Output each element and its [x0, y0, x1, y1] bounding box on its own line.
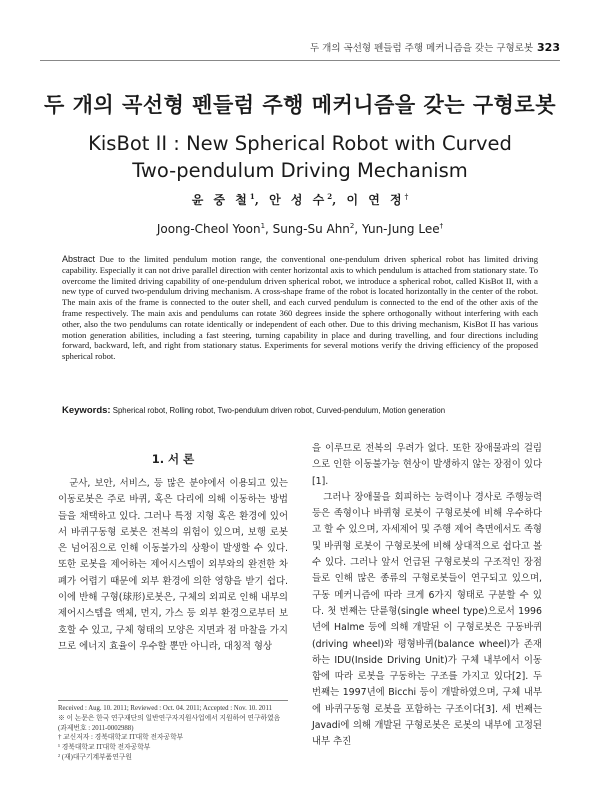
paper-title-english-line2: Two-pendulum Driving Mechanism [132, 159, 468, 182]
author-ko-1-sup: 1 [249, 192, 255, 201]
keywords-label: Keywords: [62, 405, 111, 416]
paragraph: 그러나 장애물을 회피하는 능력이나 경사로 주행능력 등은 족형이나 바퀴형 로봇이 구형로봇에 비해 우수하다고 할 수 있으며, 자세제어 및 주행 제어 측면에서도 족형 및 바퀴형 로봇이 구형로봇에 비해 상대적으로 쉽다고 볼 수 있다. 그러나 앞서 언급된 구형로봇의 구조적인 장점들로 인해 많은 종류의 구형로봇들이 연구되고 있으며, 구동 메커니즘에 따라 크게 6가지 형태로 구분할 수 있다. 첫 번째는 단륜형(single wheel type)으로서 1996년에 Halme 등에 의해 개발된 이 구형로봇은 구동바퀴(driving wheel)와 평형바퀴(balance wheel)가 존재하는 IDU(Inside Driving Unit)가 구체 내부에서 이동함에 따라 로봇을 구동하는 구조를 가지고 있다[2]. 두 번째는 1997년에 Bicchi 등이 개발하였으며, 구체 내부에 바퀴구동형 로봇을 포함하는 구조이다[3]. 세 번째는 Javadi에 의해 개발된 구형로봇은 로봇의 내부에 고정된 내부 추진 [312, 491, 542, 748]
footnote-corresponding: † 교신저자 : 경북대학교 IT대학 전자공학부 [58, 734, 184, 742]
author-ko-2-sup: 2 [327, 192, 333, 201]
abstract-text: Due to the limited pendulum motion range, the conventional one-pendulum driven spherical robot has limited driving capability. Especially it can not drive parallel direction with center horizontal axis to which pendulum is attached from stationary state. To overcome the limited driving capability of one-pendulum driven spherical robot, we introduce a spherical robot, called KisBot II, with a new type of curved two-pendulum driving mechanism. A cross-shape frame of the robot is located horizontally in the center of the robot. The main axis of the frame is connected to the outer shell, and each curved pendulum is connected to the end of the other axis of the frame respectively. The main axis and pendulums can rotate 360 degrees inside the sphere orthogonally without interfering with each other, also the two pendulums can rotate identically or independent of each other. Due to this driving mechanism, KisBot II has various motion generation abilities, including a fast steering, turning capability in place and during travelling, and four directions including forward, backward, left, and right from stationary status. Experiments for several motions verify the driving efficiency of the proposed spherical robot. [62, 254, 538, 362]
paper-title-english [0, 130, 600, 184]
body-column-left [58, 450, 288, 655]
author-en-3-sup: † [439, 222, 444, 230]
running-header-title: 두 개의 곡선형 펜들럼 주행 메커니즘을 갖는 구형로봇 [309, 43, 534, 54]
author-en-1-sup: 1 [260, 222, 266, 230]
author-en-3: Yun-Jung Lee [362, 222, 440, 236]
abstract-label: Abstract [62, 254, 96, 264]
footnote-affiliation-1: ¹ 경북대학교 IT대학 전자공학부 [58, 744, 151, 752]
author-ko-2: 안 성 수 [269, 193, 328, 207]
running-header [40, 40, 560, 61]
author-ko-1: 윤 중 철 [191, 193, 250, 207]
section-heading: 1. 서 론 [151, 452, 195, 466]
authors-english: Joong-Cheol Yoon$^1$, Sung-Su Ahn$^2$, Yun-Jung Lee† [156, 222, 444, 236]
keywords-text: Spherical robot, Rolling robot, Two-pendulum driven robot, Curved-pendulum, Motion generation [112, 406, 446, 415]
authors-korean: 윤 중 철$^1$, 안 성 수$^2$, 이 연 정† [191, 192, 409, 207]
paragraph: 을 이루므로 전복의 우려가 없다. 또한 장애물과의 걸림으로 인한 이동불가능 현상이 발생하지 않는 장점이 있다[1]. [312, 443, 542, 487]
paper-title-korean: 두 개의 곡선형 펜들럼 주행 메커니즘을 갖는 구형로봇 [44, 93, 556, 117]
paper-title-english-line1: KisBot II : New Spherical Robot with Curved [88, 132, 512, 155]
author-ko-3: 이 연 정 [346, 193, 405, 207]
footnote-dates: Received : Aug. 10. 2011; Reviewed : Oct. 04. 2011; Accepted : Nov. 10. 2011 [58, 705, 272, 712]
footnote-funding: ※ 이 논문은 한국 연구재단의 일반연구자지원사업에서 지원하여 연구하였음(과제번호 : 2011-0002988) [58, 714, 281, 732]
abstract [62, 254, 538, 362]
author-ko-3-sup: † [404, 192, 409, 201]
body-column-right [312, 441, 542, 751]
paragraph: 군사, 보안, 서비스, 등 많은 분야에서 이용되고 있는 이동로봇은 주로 바퀴, 혹은 다리에 의해 이동하는 방법들을 채택하고 있다. 그러나 특정 지형 혹은 환경에 있어서 바퀴구동형 로봇은 전복의 위험이 있으며, 보행 로봇은 넘어짐으로 인해 이동불가의 상황이 발생할 수 있다. 또한 로봇을 제어하는 제어시스템이 외부와의 완전한 차폐가 어렵기 때문에 외부 환경에 의한 영향을 받기 쉽다. 이에 반해 구형(球形)로봇은, 구체의 외피로 인해 내부의 제어시스템을 액체, 먼지, 가스 등 외부 환경으로부터 보호할 수 있고, 구체 형태의 모양은 지면과 점 마찰을 가지므로 에너지 효율이 우수할 뿐만 아니라, 대칭적 형상 [58, 478, 288, 652]
footnote-affiliation-2: ² (재)대구기계부품연구원 [58, 753, 132, 761]
author-en-2: Sung-Su Ahn [272, 222, 350, 236]
author-en-1: Joong-Cheol Yoon [156, 222, 261, 236]
page-number: 323 [537, 41, 560, 54]
author-en-2-sup: 2 [349, 222, 355, 230]
keywords [62, 405, 538, 416]
footnotes [58, 700, 288, 763]
